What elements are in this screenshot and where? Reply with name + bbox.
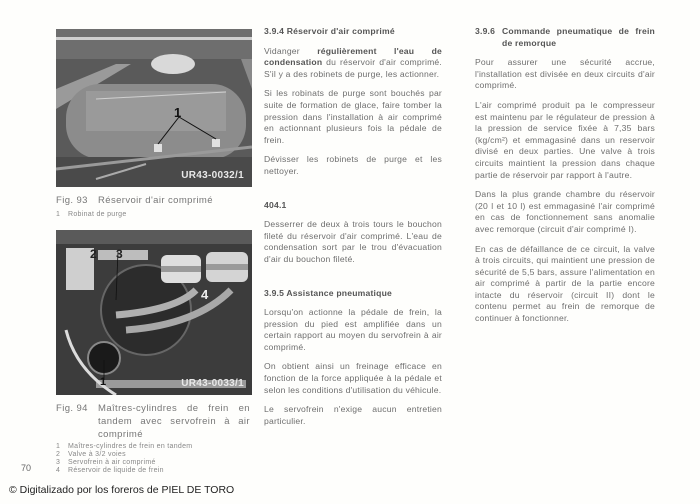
figure-title: Maîtres-cylindres de frein en tandem avec servofrein à air comprimé — [98, 403, 250, 440]
paragraph: L'air comprimé produit pa le compresseur est maintenu par le régulateur de pression à la pression de service fixée à 7,35 bars (kg/cm²) et emmagasiné dans un reservoir divisé en deux parties. Une valve à trois circuits maintient la pression dans chaque partie de réservoir par rapport à l'autre. — [475, 99, 655, 180]
paragraph: Le servofrein n'exige aucun entretien particulier. — [264, 404, 442, 426]
figure-93-caption — [56, 194, 256, 207]
figure-94-caption — [56, 402, 256, 441]
figure-94-photo — [56, 230, 252, 395]
section-heading-404-1: 404.1 — [264, 199, 287, 210]
photo-code: UR43-0033/1 — [181, 378, 244, 389]
brake-master-cylinder-photo-illustration — [56, 230, 252, 395]
legend-item: 3 Servofrein à air comprimé — [56, 459, 156, 466]
callout-1: 1 — [174, 105, 182, 120]
paragraph: En cas de défaillance de ce circuit, la valve à trois circuits, qui maintient une pression de sécurité de 5,5 bars, assure l'alimentation en air comprimé à partir de la partie encore intacte du réservoir (circuit II) dont le contenu permet au frein de remorque de continuer à fonctionner. — [475, 243, 655, 324]
callout-4: 4 — [201, 287, 209, 302]
paragraph: On obtient ainsi un freinage efficace en fonction de la force appliquée à la pédale et selon les conditions d'utilisation du véhicule. — [264, 361, 442, 395]
middle-column — [264, 26, 442, 435]
figure-93-legend — [56, 211, 256, 219]
paragraph: Pour assurer une sécurité accrue, l'installation est divisée en deux circuits d'air comprimé. — [475, 57, 655, 91]
callout-2: 2 — [90, 247, 97, 261]
photo-code: UR43-0032/1 — [181, 170, 244, 181]
legend-item: 1 Maîtres-cylindres de frein en tandem — [56, 443, 193, 450]
legend-item: 4 Réservoir de liquide de frein — [56, 467, 164, 474]
callout-3: 3 — [116, 247, 123, 261]
page-number: 70 — [21, 463, 32, 473]
figure-94-legend — [56, 443, 256, 475]
figure-number: Fig. 93 — [56, 195, 88, 206]
section-heading-3-9-6: 3.9.6 Commande pneumatique de frein de remorque — [475, 26, 655, 48]
paragraph: Si les robinats de purge sont bouchés par suite de formation de glace, faire tomber la pression dans l'installation à air comprimé en actionnant plusieurs fois la pédale de frein. — [264, 88, 442, 145]
legend-item: 2 Valve à 3/2 voies — [56, 451, 126, 458]
footer-credit: © Digitalizado por los foreros de PIEL DE TORO — [9, 484, 235, 496]
section-heading-3-9-5: 3.9.5 Assistance pneumatique — [264, 287, 393, 298]
paragraph: Desserrer de deux à trois tours le bouchon fileté du réservoir d'air comprimé. L'eau de condensation sort par le trou d'évacuation d'air du bouchon fileté. — [264, 219, 442, 264]
paragraph: Vidanger régulièrement l'eau de condensation du réservoir d'air comprimé. S'il y a des robinets de purge, les actionner. — [264, 45, 443, 79]
figure-93-photo — [56, 29, 252, 187]
paragraph: Dévisser les robinets de purge et les nettoyer. — [264, 154, 442, 176]
paragraph: Lorsqu'on actionne la pédale de frein, la pression du pied est amplifiée dans un certain rapport au moyen du servofrein à air comprimé. — [264, 307, 442, 352]
figure-number: Fig. 94 — [56, 403, 88, 414]
paragraph: Dans la plus grande chambre du réservoir (20 l et 10 l) est emmagasiné l'air comprimé en cas de fonctionnement sans anomalie avec remorque (circuit d'air comprimé I). — [475, 189, 655, 234]
section-heading-3-9-4: 3.9.4 Réservoir d'air comprimé — [264, 26, 395, 36]
legend-item: 1 Robinat de purge — [56, 211, 127, 218]
figure-title: Réservoir d'air comprimé — [98, 195, 213, 206]
right-column — [475, 26, 655, 333]
air-tank-photo-illustration — [56, 29, 252, 187]
callout-1: 1 — [100, 376, 107, 388]
